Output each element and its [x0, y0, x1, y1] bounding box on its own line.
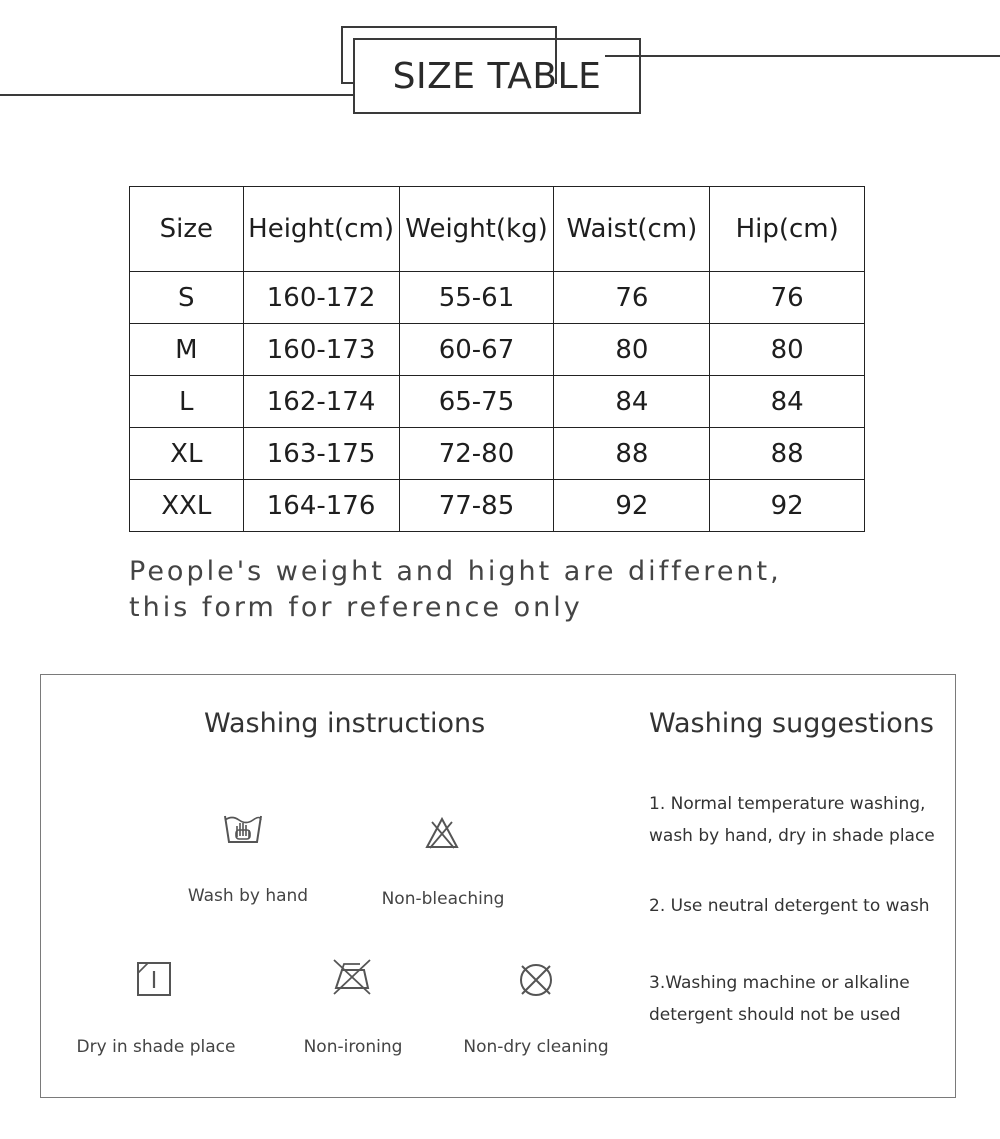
table-row — [130, 480, 865, 532]
no-dry-clean-icon — [517, 962, 555, 998]
cell-hip: 80 — [710, 324, 865, 376]
icon-label-wash-by-hand: Wash by hand — [187, 886, 309, 906]
cell-hip: 92 — [710, 480, 865, 532]
table-row — [130, 428, 865, 480]
cell-size: XL — [130, 428, 244, 480]
icon-label-non-dry-cleaning: Non-dry cleaning — [463, 1037, 609, 1057]
title-left-rule — [0, 94, 355, 96]
cell-weight: 55-61 — [399, 272, 554, 324]
reference-note-line1: People's weight and hight are different, — [129, 556, 782, 587]
reference-note-line2: this form for reference only — [129, 592, 583, 623]
cell-height: 163-175 — [243, 428, 399, 480]
cell-weight: 60-67 — [399, 324, 554, 376]
suggestion-2: 2. Use neutral detergent to wash — [649, 896, 930, 916]
cell-hip: 88 — [710, 428, 865, 480]
table-header-row — [130, 187, 865, 272]
header-waist: Waist(cm) — [554, 187, 710, 272]
cell-weight: 77-85 — [399, 480, 554, 532]
header-hip: Hip(cm) — [710, 187, 865, 272]
cell-waist: 88 — [554, 428, 710, 480]
suggestion-3-line2: detergent should not be used — [649, 1005, 901, 1025]
size-table — [129, 186, 865, 532]
page-title: SIZE TABLE — [392, 55, 602, 97]
cell-waist: 80 — [554, 324, 710, 376]
no-iron-icon — [330, 958, 374, 996]
cell-size: M — [130, 324, 244, 376]
suggestion-1-line2: wash by hand, dry in shade place — [649, 826, 935, 846]
header-size: Size — [130, 187, 244, 272]
table-row — [130, 272, 865, 324]
cell-hip: 84 — [710, 376, 865, 428]
cell-height: 162-174 — [243, 376, 399, 428]
cell-weight: 72-80 — [399, 428, 554, 480]
cell-height: 160-173 — [243, 324, 399, 376]
dry-shade-icon — [136, 960, 172, 998]
table-row — [130, 376, 865, 428]
cell-waist: 76 — [554, 272, 710, 324]
header-weight: Weight(kg) — [399, 187, 554, 272]
icon-label-non-bleaching: Non-bleaching — [381, 889, 505, 909]
cell-hip: 76 — [710, 272, 865, 324]
cell-height: 164-176 — [243, 480, 399, 532]
cell-waist: 92 — [554, 480, 710, 532]
suggestion-1-line1: 1. Normal temperature washing, — [649, 794, 926, 814]
title-right-rule — [605, 55, 1000, 57]
hand-wash-icon — [222, 812, 264, 848]
cell-weight: 65-75 — [399, 376, 554, 428]
cell-size: S — [130, 272, 244, 324]
washing-instructions-title: Washing instructions — [204, 708, 486, 739]
suggestion-3-line1: 3.Washing machine or alkaline — [649, 973, 910, 993]
table-row — [130, 324, 865, 376]
washing-suggestions-title: Washing suggestions — [649, 708, 934, 739]
icon-label-dry-in-shade: Dry in shade place — [76, 1037, 236, 1057]
icon-label-non-ironing: Non-ironing — [303, 1037, 403, 1057]
cell-height: 160-172 — [243, 272, 399, 324]
header-height: Height(cm) — [243, 187, 399, 272]
cell-waist: 84 — [554, 376, 710, 428]
non-bleach-icon — [424, 816, 460, 850]
cell-size: L — [130, 376, 244, 428]
cell-size: XXL — [130, 480, 244, 532]
